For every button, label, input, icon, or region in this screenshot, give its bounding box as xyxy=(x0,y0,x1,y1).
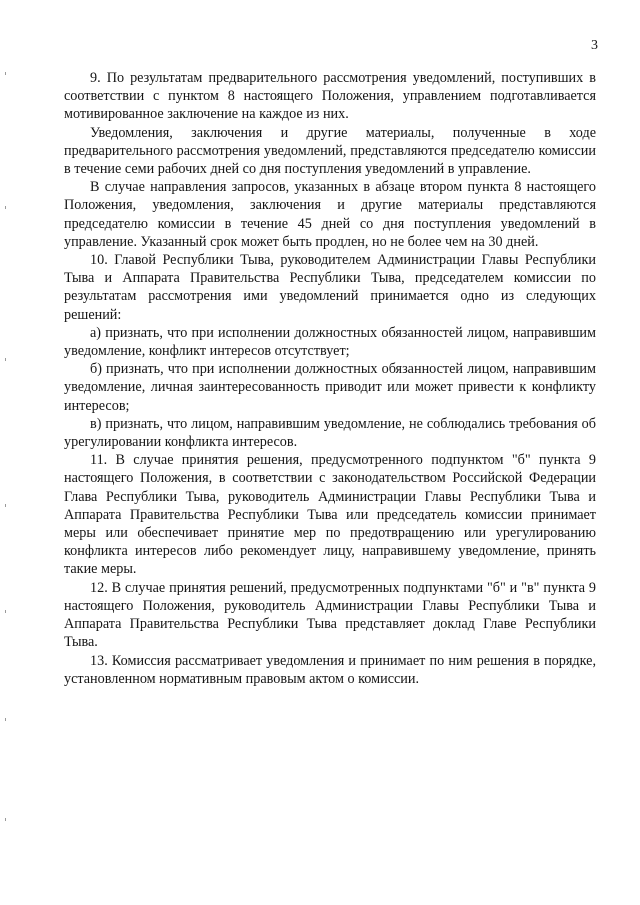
scan-mark xyxy=(5,206,6,209)
paragraph-10-v: в) признать, что лицом, направившим уведомление, не соблюдались требования об урегулировании конфликта интересов. xyxy=(64,415,596,451)
scan-mark xyxy=(5,718,6,721)
paragraph-9: 9. По результатам предварительного рассмотрения уведомлений, поступивших в соответствии с пунктом 8 настоящего Положения, управлением подготавливается мотивированное заключение на каждое из них. xyxy=(64,70,596,123)
document-body xyxy=(64,69,596,688)
paragraph-9-notifications: Уведомления, заключения и другие материалы, полученные в ходе предварительного рассмотрения уведомлений, представляются председателю комиссии в течение семи рабочих дней со дня поступления уведомлений в управление. xyxy=(64,124,596,178)
paragraph-10-b: б) признать, что при исполнении должностных обязанностей лицом, направившим уведомление, личная заинтересованность приводит или может привести к конфликту интересов; xyxy=(64,361,596,414)
scan-mark xyxy=(5,610,6,613)
scan-mark xyxy=(5,504,6,507)
paragraph-9-requests: В случае направления запросов, указанных в абзаце втором пункта 8 настоящего Положения, уведомления, заключения и другие материалы представляются председателю комиссии в течение 45 дней со дня поступления уведомлений в управление. Указанный срок может быть продлен, но не более чем на 30 дней. xyxy=(64,179,596,250)
paragraph-13: 13. Комиссия рассматривает уведомления и принимает по ним решения в порядке, установленном нормативным правовым актом о комиссии. xyxy=(64,652,596,687)
paragraph-11: 11. В случае принятия решения, предусмотренного подпунктом "б" пункта 9 настоящего Положения, в соответствии с законодательством Российской Федерации Глава Республики Тыва, руководитель Администрации Главы Республики Тыва и Аппарата Правительства Республики Тыва или председатель комиссии принимает меры или обеспечивает принятие мер по предотвращению или урегулированию конфликта интересов либо рекомендует лицу, направившему уведомление, принять такие меры. xyxy=(64,452,596,578)
paragraph-12: 12. В случае принятия решений, предусмотренных подпунктами "б" и "в" пункта 9 настоящего Положения, руководитель Администрации Главы Республики Тыва и Аппарата Правительства Республики Тыва представляет доклад Главе Республики Тыва. xyxy=(64,579,596,651)
page-number: 3 xyxy=(591,38,598,53)
scan-mark xyxy=(5,818,6,821)
scan-mark xyxy=(5,358,6,361)
scan-mark xyxy=(5,72,6,75)
paragraph-10: 10. Главой Республики Тыва, руководителем Администрации Главы Республики Тыва и Аппарата Правительства Республики Тыва, председателем комиссии по результатам рассмотрения ими уведомлений принимается одно из следующих решений: xyxy=(64,252,596,323)
paragraph-10-a: а) признать, что при исполнении должностных обязанностей лицом, направившим уведомление, конфликт интересов отсутствует; xyxy=(64,324,596,360)
